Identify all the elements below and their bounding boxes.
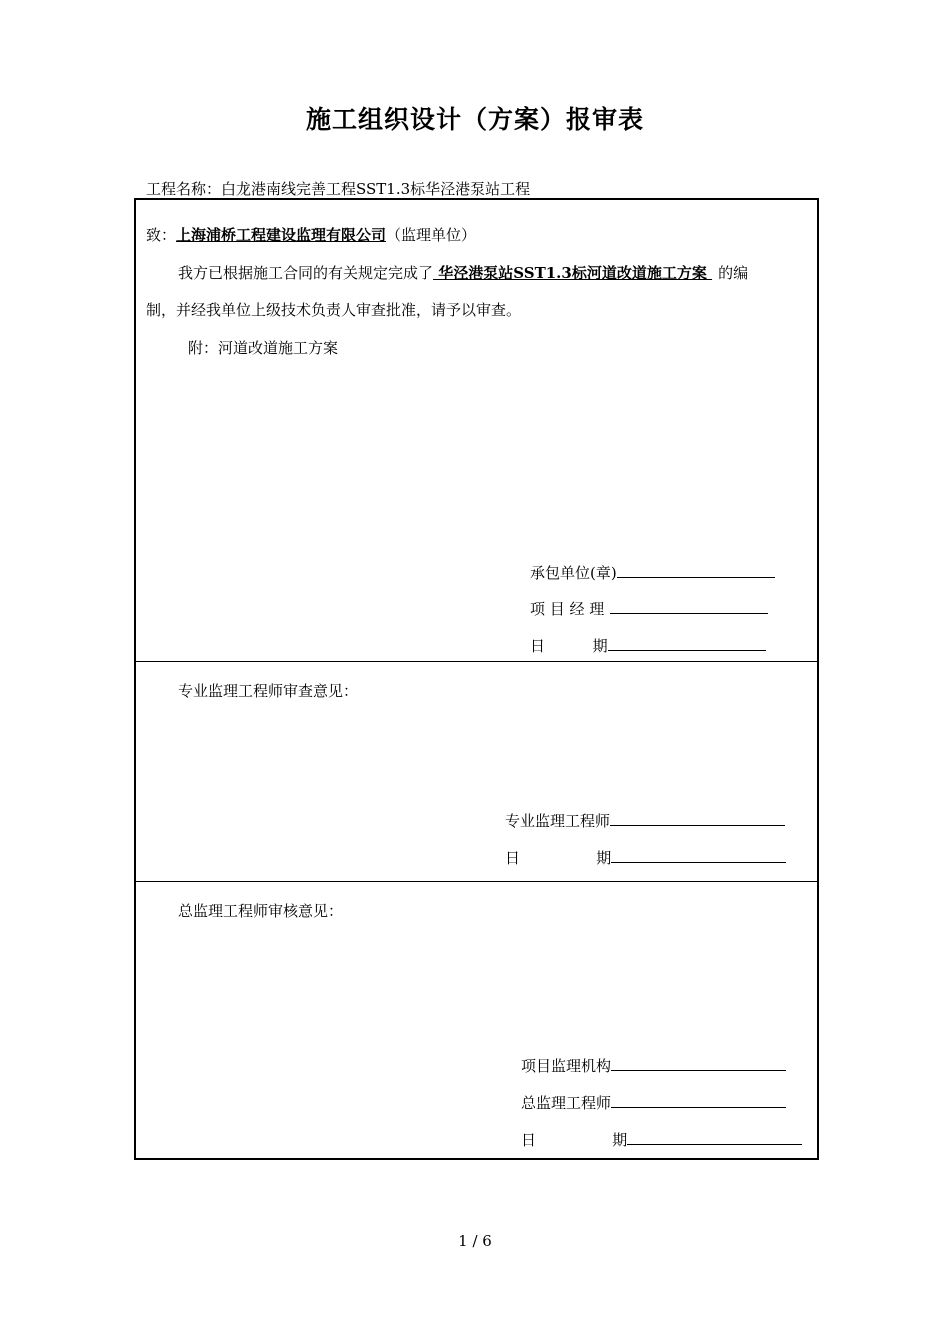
date-line bbox=[627, 1131, 802, 1145]
chief-signature-row bbox=[521, 1092, 786, 1113]
chief-label: 总监理工程师 bbox=[521, 1094, 612, 1112]
contractor-date-row bbox=[530, 635, 766, 656]
date-label: 日 期 bbox=[530, 637, 608, 655]
date-line bbox=[608, 637, 766, 651]
addressee-prefix: 致： bbox=[146, 226, 177, 244]
contractor-label: 承包单位(章) bbox=[530, 564, 617, 582]
chief-review-heading: 总监理工程师审核意见： bbox=[178, 902, 344, 920]
org-signature-row bbox=[521, 1055, 786, 1076]
org-label: 项目监理机构 bbox=[521, 1057, 612, 1075]
page-number: 1 / 6 bbox=[458, 1232, 492, 1250]
project-name: 工程名称：白龙港南线完善工程SST1.3标华泾港泵站工程 bbox=[146, 180, 531, 198]
contractor-signature-line bbox=[617, 564, 775, 578]
section-divider-1 bbox=[134, 661, 817, 662]
manager-label: 项 目 经 理 bbox=[530, 600, 605, 618]
section-divider-2 bbox=[134, 881, 817, 882]
attachment-line: 附：河道改道施工方案 bbox=[188, 339, 339, 357]
engineer-signature-line bbox=[610, 812, 785, 826]
contractor-signature-row bbox=[530, 562, 775, 583]
body-line-2: 制，并经我单位上级技术负责人审查批准，请予以审查。 bbox=[146, 301, 522, 319]
org-signature-line bbox=[611, 1057, 786, 1071]
body-suffix: 的编 bbox=[718, 264, 749, 282]
manager-signature-line bbox=[610, 600, 768, 614]
engineer-signature-row bbox=[505, 810, 785, 831]
engineer-review-heading: 专业监理工程师审查意见： bbox=[178, 682, 359, 700]
engineer-date-row bbox=[505, 847, 786, 868]
page-title: 施工组织设计（方案）报审表 bbox=[305, 105, 644, 134]
chief-signature-line bbox=[611, 1094, 786, 1108]
chief-date-row bbox=[521, 1129, 802, 1150]
body-prefix: 我方已根据施工合同的有关规定完成了 bbox=[178, 264, 434, 282]
plan-name: 华泾港泵站SST1.3标河道改道施工方案 bbox=[433, 264, 713, 282]
supervisor-unit: 上海浦桥工程建设监理有限公司 bbox=[176, 226, 387, 244]
date-label: 日 期 bbox=[521, 1131, 628, 1149]
supervisor-suffix: （监理单位） bbox=[386, 226, 477, 244]
date-label: 日 期 bbox=[505, 849, 612, 867]
manager-signature-row bbox=[530, 598, 768, 619]
addressee-line bbox=[146, 224, 476, 245]
body-line-1 bbox=[178, 262, 748, 283]
engineer-label: 专业监理工程师 bbox=[505, 812, 611, 830]
date-line bbox=[611, 849, 786, 863]
